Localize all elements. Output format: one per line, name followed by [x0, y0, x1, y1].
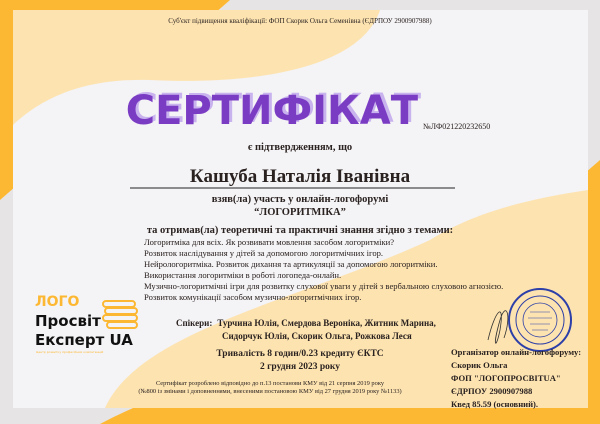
event-name: “ЛОГОРИТМІКА”: [254, 207, 346, 218]
logo-line2: Просвіт: [35, 312, 101, 330]
logo-line1: ЛОГО: [35, 294, 80, 310]
speakers-label: Спікери:: [176, 318, 213, 328]
footnote-line2: (№800 із змінами і доповненнями, внесеними постановою КМУ від 27 грудня 2019 року №1133): [138, 388, 402, 395]
topic-item: Розвиток комунікації засобом музично-логоритмічних ігор.: [144, 292, 362, 302]
organizer-label: Організатор онлайн-логофоруму:: [451, 347, 582, 357]
issuer-subject: Суб'єкт підвищення кваліфікації: ФОП Скорик Ольга Семенівна (ЄДРПОУ 2900907988): [168, 17, 432, 25]
organizer-company: ФОП "ЛОГОПРОСВІТUA": [451, 373, 561, 383]
date: 2 грудня 2023 року: [259, 362, 341, 372]
speakers-line2: Сидорчук Юлія, Скорик Ольга, Рожкова Леся: [222, 331, 412, 341]
topic-item: Музично-логоритмічні ігри для розвитку слухової уваги у дітей з вербальною слуховою агнозією.: [144, 281, 504, 291]
topic-item: Використання логоритміки в роботі логопеда-онлайн.: [144, 270, 342, 280]
logo-tagline: Центр розвитку професійних компетенцій: [36, 350, 104, 354]
certificate-title: СЕРТИФІКАТ: [125, 88, 418, 134]
topic-item: Нейрологоритміка. Розвиток дихання та артикуляції за допомогою логоритміки.: [144, 259, 438, 269]
speakers-line1: Турчина Юлія, Смердова Вероніка, Житник Марина,: [217, 318, 436, 328]
organizer-edrpou: ЄДРПОУ 2900907988: [451, 386, 533, 396]
duration: Тривалість 8 годин/0.23 кредиту ЄКТС: [216, 349, 384, 359]
participation-text: взяв(ла) участь у онлайн-логофорумі: [211, 194, 389, 205]
topics-intro: та отримав(ла) теоретичні та практичні знання згідно з темами:: [146, 225, 454, 236]
organizer-kved: Квед 85.59 (основний).: [451, 399, 539, 409]
organizer-name: Скорик Ольга: [451, 360, 508, 370]
footnote-line1: Сертифікат розроблено відповідно до п.13 постанови КМУ від 21 серпня 2019 року: [155, 380, 385, 387]
logo-line3: Експерт UA: [35, 331, 133, 349]
topic-item: Логоритміка для всіх. Як розвивати мовлення засобом логоритміки?: [144, 237, 395, 247]
recipient-name: Кашуба Наталія Іванівна: [189, 166, 411, 187]
certificate-number: №ЛФ021220232650: [423, 122, 491, 131]
confirm-text: є підтвердженням, що: [247, 142, 353, 153]
speakers-row: [176, 318, 436, 328]
topic-item: Розвиток наслідування у дітей за допомогою логоритмічних ігор.: [144, 248, 384, 258]
